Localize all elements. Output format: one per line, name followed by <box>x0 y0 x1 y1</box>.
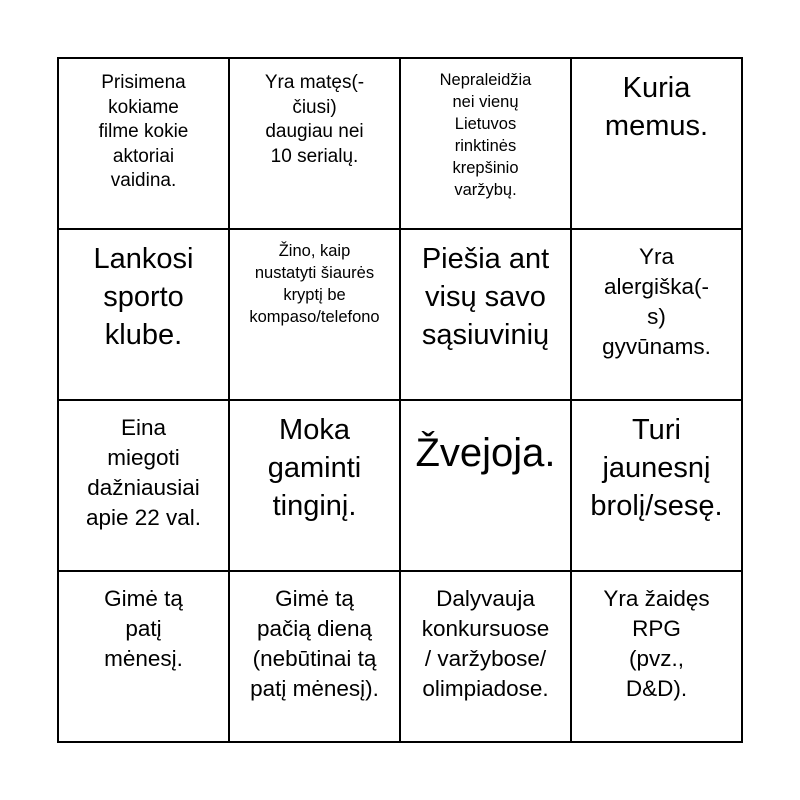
bingo-cell[interactable] <box>572 230 743 401</box>
bingo-cell[interactable] <box>59 230 230 401</box>
bingo-cell[interactable] <box>401 230 572 401</box>
bingo-cell[interactable] <box>572 572 743 743</box>
bingo-cell-text: Žino, kaip nustatyti šiaurės kryptį be kompaso/telefono <box>249 242 380 326</box>
bingo-cell-text: Žvejoja. <box>415 431 556 475</box>
bingo-board <box>57 57 743 743</box>
bingo-cell-text: Gimė tą pačią dieną (nebūtinai tą patį mėnesį). <box>250 586 379 701</box>
bingo-cell[interactable] <box>401 59 572 230</box>
bingo-cell[interactable] <box>230 230 401 401</box>
bingo-cell[interactable] <box>572 401 743 572</box>
bingo-cell-text: Prisimena kokiame filme kokie aktoriai vaidina. <box>98 72 189 191</box>
bingo-cell-text: Nepraleidžia nei vienų Lietuvos rinktinės krepšinio varžybų. <box>439 71 532 199</box>
bingo-cell-text: Yra žaidęs RPG (pvz., D&D). <box>603 586 710 701</box>
bingo-cell[interactable] <box>230 59 401 230</box>
bingo-cell-text: Gimė tą patį mėnesį. <box>104 586 183 671</box>
bingo-cell[interactable] <box>572 59 743 230</box>
bingo-cell[interactable] <box>230 572 401 743</box>
bingo-cell-text: Moka gaminti tinginį. <box>267 414 362 522</box>
bingo-cell-text: Dalyvauja konkursuose / varžybose/ olimpiadose. <box>421 586 550 701</box>
bingo-cell[interactable] <box>401 401 572 572</box>
bingo-cell-text: Piešia ant visų savo sąsiuvinių <box>421 243 550 351</box>
bingo-cell-text: Turi jaunesnį brolį/sesę. <box>590 414 723 522</box>
bingo-cell[interactable] <box>59 401 230 572</box>
bingo-cell-text: Yra matęs(- čiusi) daugiau nei 10 serialų. <box>264 72 365 167</box>
bingo-cell-text: Kuria memus. <box>604 72 709 142</box>
bingo-cell-text: Yra alergiška(- s) gyvūnams. <box>602 244 711 359</box>
bingo-cell-text: Lankosi sporto klube. <box>93 243 194 351</box>
bingo-cell[interactable] <box>230 401 401 572</box>
bingo-cell[interactable] <box>59 572 230 743</box>
bingo-cell[interactable] <box>59 59 230 230</box>
bingo-cell-text: Eina miegoti dažniausiai apie 22 val. <box>85 415 202 530</box>
bingo-cell[interactable] <box>401 572 572 743</box>
